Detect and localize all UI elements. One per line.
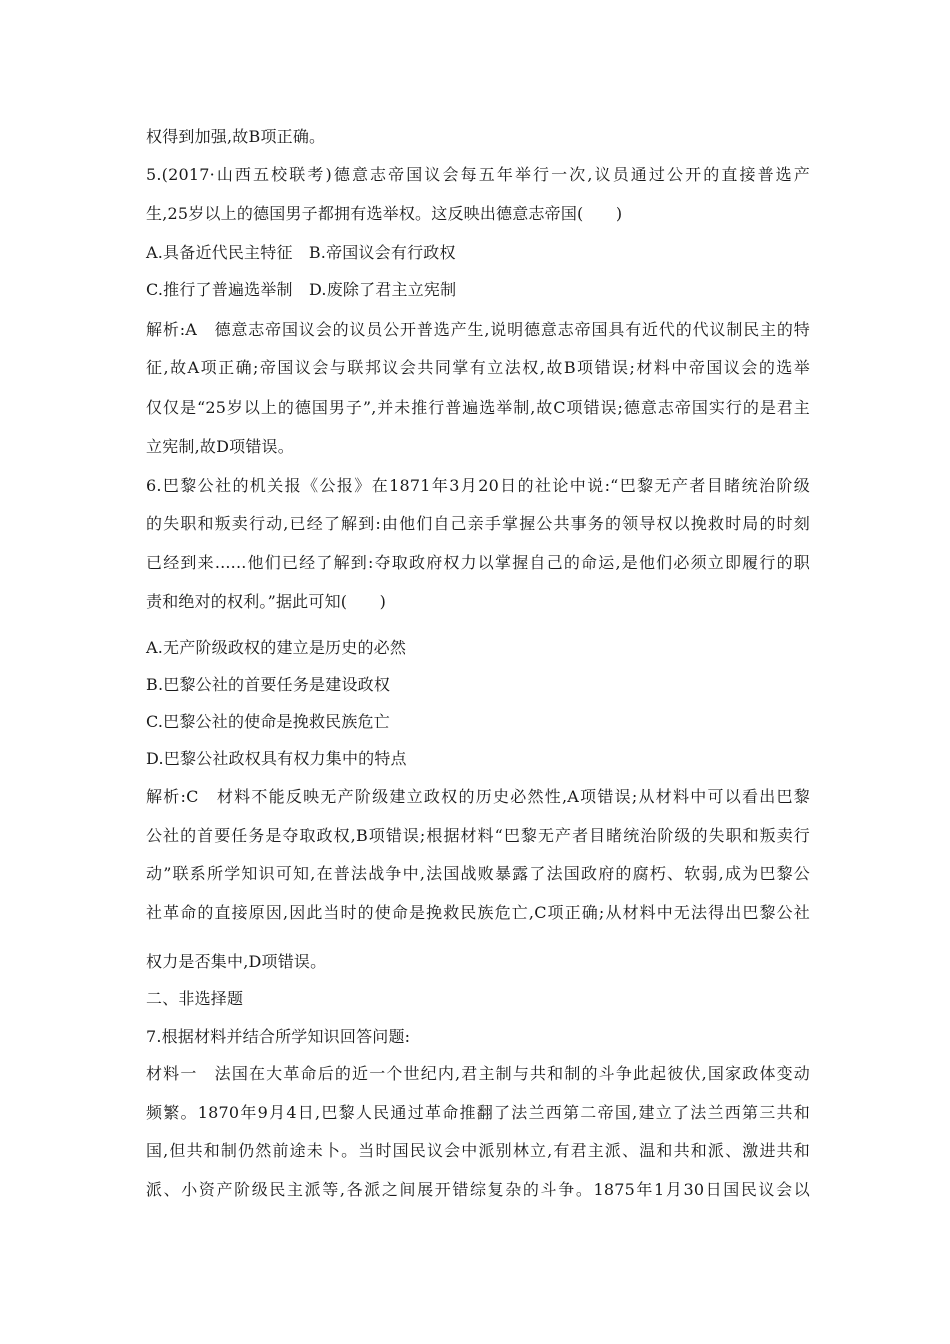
text-line: 立宪制,故D项错误。 — [146, 437, 294, 456]
text-line: 派、小资产阶级民主派等,各派之间展开错综复杂的斗争。1875年1月30日国民议会以 — [146, 1180, 810, 1199]
material-line: 材料一 法国在大革命后的近一个世纪内,君主制与共和制的斗争此起彼伏,国家政体变动 — [146, 1064, 810, 1083]
option-line: C.巴黎公社的使命是挽救民族危亡 — [146, 712, 390, 731]
text-line: 的失职和叛卖行动,已经了解到:由他们自己亲手掌握公共事务的领导权以挽救时局的时刻 — [146, 514, 810, 533]
analysis-line: 解析:C 材料不能反映无产阶级建立政权的历史必然性,A项错误;从材料中可以看出巴黎 — [146, 787, 810, 806]
text-line: 已经到来......他们已经了解到:夺取政府权力以掌握自己的命运,是他们必须立即履行的职 — [146, 553, 810, 572]
question-7-stem: 7.根据材料并结合所学知识回答问题: — [146, 1027, 411, 1046]
text-line: 生,25岁以上的德国男子都拥有选举权。这反映出德意志帝国( ) — [146, 204, 623, 223]
text-line: 权得到加强,故B项正确。 — [146, 127, 326, 146]
text-line: 仅仅是“25岁以上的德国男子”,并未推行普遍选举制,故C项错误;德意志帝国实行的是君主 — [146, 398, 810, 417]
text-line: 社革命的直接原因,因此当时的使命是挽救民族危亡,C项正确;从材料中无法得出巴黎公社 — [146, 903, 810, 922]
question-5-stem: 5.(2017·山西五校联考)德意志帝国议会每五年举行一次,议员通过公开的直接普选产 — [146, 165, 810, 184]
text-line: 责和绝对的权利。”据此可知( ) — [146, 592, 387, 611]
option-line: A.无产阶级政权的建立是历史的必然 — [146, 638, 407, 657]
question-6-stem: 6.巴黎公社的机关报《公报》在1871年3月20日的社论中说:“巴黎无产者目睹统治阶级 — [146, 476, 810, 495]
option-line: D.巴黎公社政权具有权力集中的特点 — [146, 749, 407, 768]
text-line: 征,故A项正确;帝国议会与联邦议会共同掌有立法权,故B项错误;材料中帝国议会的选举 — [146, 358, 810, 377]
text-line: 权力是否集中,D项错误。 — [146, 952, 327, 971]
option-line: C.推行了普遍选举制 D.废除了君主立宪制 — [146, 280, 457, 299]
option-line: A.具备近代民主特征 B.帝国议会有行政权 — [146, 243, 456, 262]
section-heading: 二、非选择题 — [146, 989, 244, 1008]
text-line: 动”联系所学知识可知,在普法战争中,法国战败暴露了法国政府的腐朽、软弱,成为巴黎公 — [146, 864, 810, 883]
text-line: 频繁。1870年9月4日,巴黎人民通过革命推翻了法兰西第二帝国,建立了法兰西第三共和 — [146, 1103, 810, 1122]
text-line: 国,但共和制仍然前途未卜。当时国民议会中派别林立,有君主派、温和共和派、激进共和 — [146, 1141, 810, 1160]
option-line: B.巴黎公社的首要任务是建设政权 — [146, 675, 391, 694]
text-line: 公社的首要任务是夺取政权,B项错误;根据材料“巴黎无产者目睹统治阶级的失职和叛卖行 — [146, 826, 810, 845]
analysis-line: 解析:A 德意志帝国议会的议员公开普选产生,说明德意志帝国具有近代的代议制民主的特 — [146, 320, 810, 339]
